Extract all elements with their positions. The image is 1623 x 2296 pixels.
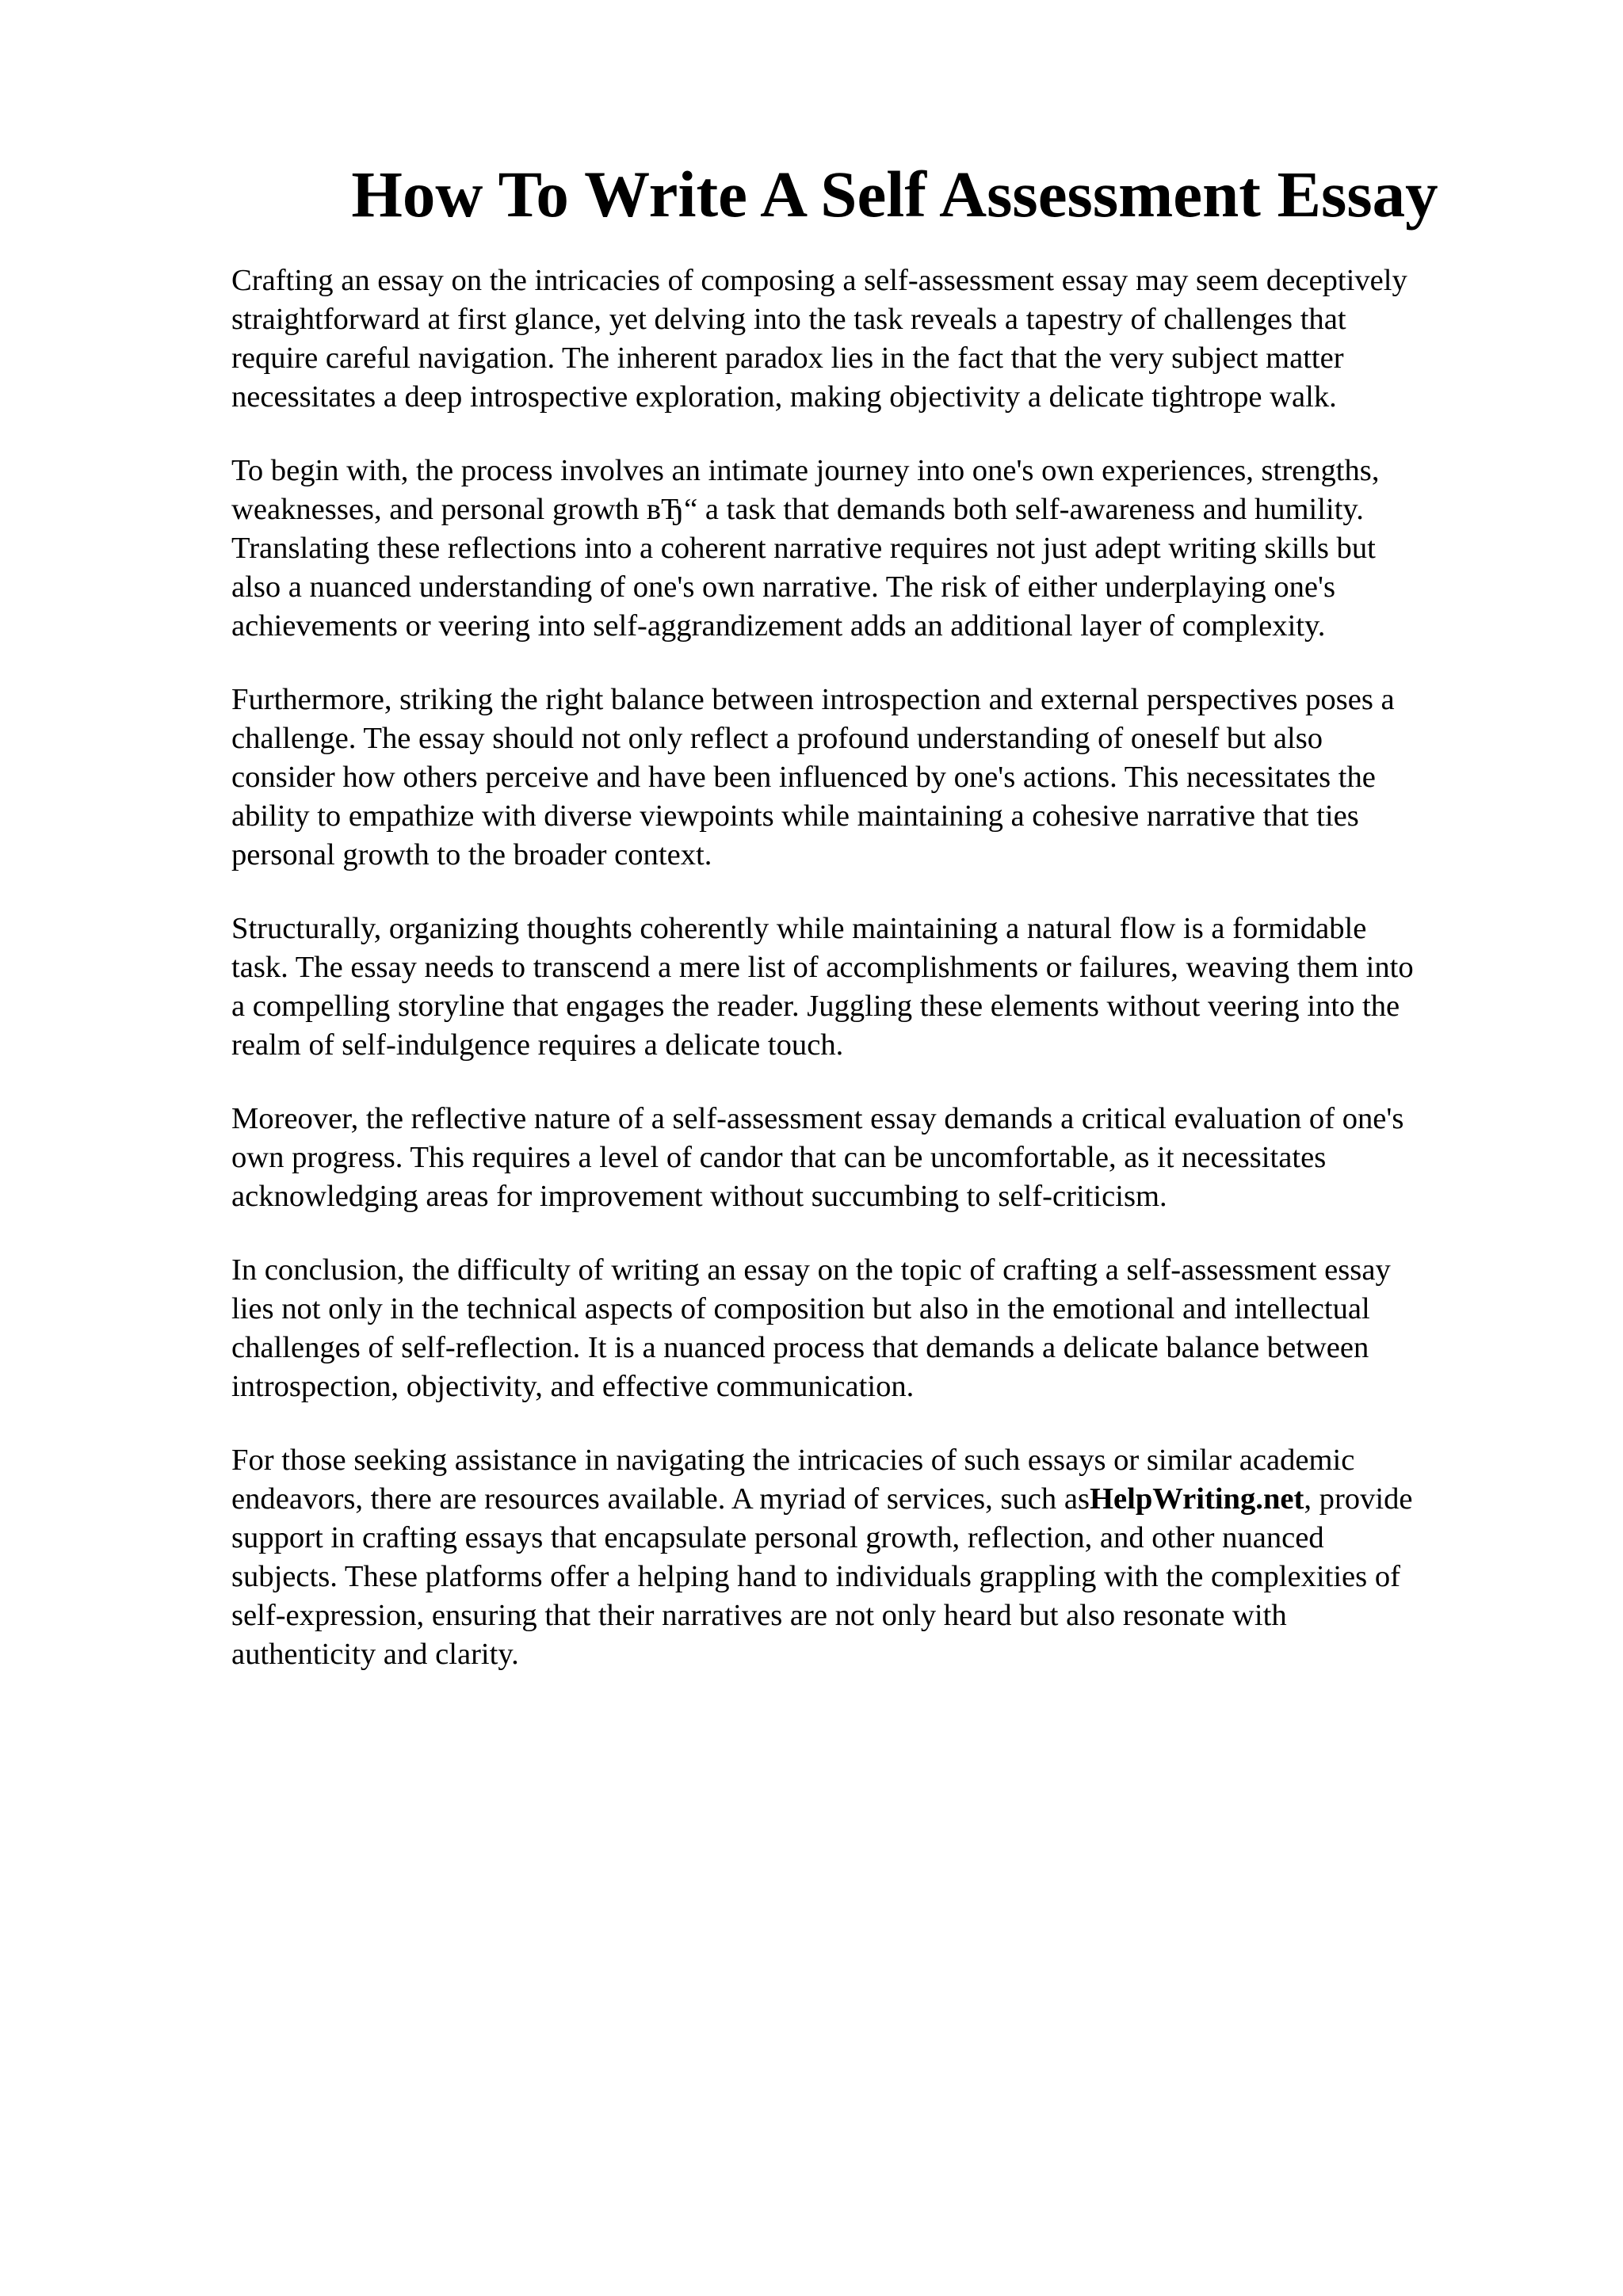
text-line: straightforward at first glance, yet delving into the task reveals a tapestry of challenges that xyxy=(231,303,1346,336)
text-line: acknowledging areas for improvement without succumbing to self-criticism. xyxy=(231,1180,1167,1213)
brand-name: HelpWriting.net xyxy=(1089,1482,1304,1516)
text-line: Furthermore, striking the right balance between introspection and external perspectives poses a xyxy=(231,683,1395,716)
text-line: ability to empathize with diverse viewpoints while maintaining a cohesive narrative that ties xyxy=(231,799,1359,833)
text-line: authenticity and clarity. xyxy=(231,1638,519,1671)
text-line: necessitates a deep introspective exploration, making objectivity a delicate tightrope walk. xyxy=(231,380,1337,414)
text-line: introspection, objectivity, and effective communication. xyxy=(231,1370,915,1403)
text-line: personal growth to the broader context. xyxy=(231,838,712,871)
text-line: Crafting an essay on the intricacies of composing a self-assessment essay may seem deceptively xyxy=(231,264,1407,297)
text-line: In conclusion, the difficulty of writing an essay on the topic of crafting a self-assessment essay xyxy=(231,1253,1391,1287)
text-line: challenges of self-reflection. It is a nuanced process that demands a delicate balance between xyxy=(231,1331,1369,1364)
text-segment: endeavors, there are resources available. A myriad of services, such as xyxy=(231,1482,1090,1516)
text-line: lies not only in the technical aspects of composition but also in the emotional and intellectual xyxy=(231,1292,1370,1325)
paragraph-reflection xyxy=(231,1100,1531,1216)
text-line: support in crafting essays that encapsulate personal growth, reflection, and other nuanced xyxy=(231,1521,1324,1554)
text-line: achievements or veering into self-aggrandizement adds an additional layer of complexity. xyxy=(231,609,1326,643)
paragraph-structure xyxy=(231,910,1531,1065)
text-line: consider how others perceive and have been influenced by one's actions. This necessitates the xyxy=(231,761,1376,794)
text-line: realm of self-indulgence requires a delicate touch. xyxy=(231,1028,844,1062)
text-line: require careful navigation. The inherent paradox lies in the fact that the very subject matter xyxy=(231,341,1344,375)
text-line: task. The essay needs to transcend a mere list of accomplishments or failures, weaving them into xyxy=(231,951,1414,984)
text-segment: , provide xyxy=(1304,1482,1413,1516)
paragraph-closing xyxy=(231,1441,1531,1674)
text-line: For those seeking assistance in navigating the intricacies of such essays or similar academic xyxy=(231,1444,1355,1477)
paragraph-process xyxy=(231,452,1531,646)
text-line: To begin with, the process involves an intimate journey into one's own experiences, strengths, xyxy=(231,454,1380,487)
text-line xyxy=(231,1480,1531,1519)
text-line: self-expression, ensuring that their narratives are not only heard but also resonate with xyxy=(231,1599,1287,1632)
text-line: challenge. The essay should not only reflect a profound understanding of oneself but also xyxy=(231,722,1323,755)
text-line: a compelling storyline that engages the reader. Juggling these elements without veering into the xyxy=(231,990,1400,1023)
paragraph-balance xyxy=(231,681,1531,875)
text-line: own progress. This requires a level of candor that can be uncomfortable, as it necessitates xyxy=(231,1141,1327,1174)
text-line: Translating these reflections into a coherent narrative requires not just adept writing skills but xyxy=(231,532,1376,565)
document-body xyxy=(231,261,1531,1709)
text-line: subjects. These platforms offer a helping hand to individuals grappling with the complexities of xyxy=(231,1560,1400,1593)
paragraph-intro xyxy=(231,261,1531,417)
text-line: also a nuanced understanding of one's own narrative. The risk of either underplaying one's xyxy=(231,570,1336,604)
text-line: Structurally, organizing thoughts coherently while maintaining a natural flow is a formidable xyxy=(231,912,1367,945)
document-title: How To Write A Self Assessment Essay xyxy=(351,158,1438,231)
text-line: weaknesses, and personal growth вЂ“ a task that demands both self-awareness and humility. xyxy=(231,493,1364,526)
paragraph-conclusion xyxy=(231,1251,1531,1406)
text-line: Moreover, the reflective nature of a self-assessment essay demands a critical evaluation of one's xyxy=(231,1102,1404,1135)
